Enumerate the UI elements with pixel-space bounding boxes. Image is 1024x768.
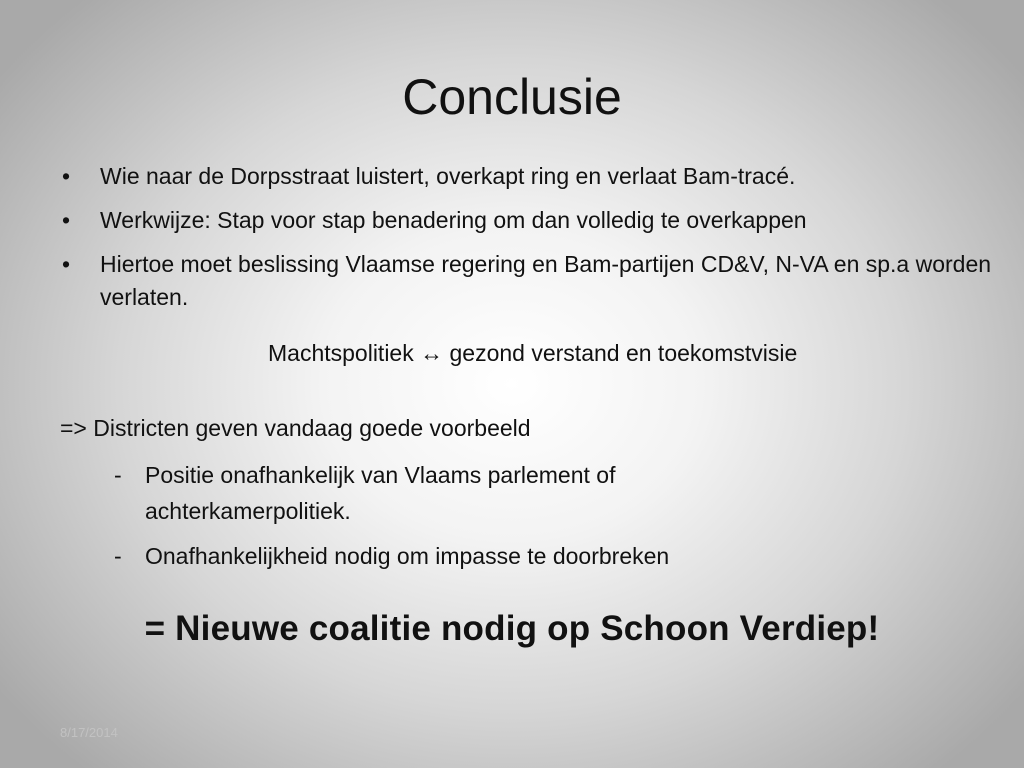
- bullet-text: Hiertoe moet beslissing Vlaamse regering en Bam-partijen CD&V, N-VA en sp.a worden verlaten.: [100, 251, 992, 310]
- bullet-text: Wie naar de Dorpsstraat luistert, overkapt ring en verlaat Bam-tracé.: [100, 163, 796, 189]
- conclusion-line: => Districten geven vandaag goede voorbeeld: [60, 415, 531, 441]
- bullet-icon: •: [62, 163, 71, 189]
- bullet-item: [60, 204, 1000, 237]
- bullet-icon: •: [62, 251, 71, 277]
- dash-marker-icon: -: [114, 543, 122, 569]
- dash-list: [114, 457, 814, 583]
- contrast-line: Machtspolitiek ↔ gezond verstand en toekomstvisie: [268, 340, 798, 366]
- bullet-list: [60, 160, 1000, 325]
- bullet-item: [60, 248, 1000, 314]
- dash-item: [114, 457, 814, 529]
- bullet-item: [60, 160, 1000, 193]
- dash-item: [114, 538, 814, 574]
- bullet-icon: •: [62, 207, 71, 233]
- final-statement: = Nieuwe coalitie nodig op Schoon Verdiep!: [144, 609, 880, 648]
- dash-marker-icon: -: [114, 462, 122, 488]
- dash-text: Onafhankelijkheid nodig om impasse te doorbreken: [145, 543, 670, 569]
- slide-date: 8/17/2014: [60, 725, 118, 740]
- slide-title: Conclusie: [402, 69, 622, 125]
- bullet-text: Werkwijze: Stap voor stap benadering om dan volledig te overkappen: [100, 207, 807, 233]
- dash-text: Positie onafhankelijk van Vlaams parlement of achterkamerpolitiek.: [145, 462, 616, 524]
